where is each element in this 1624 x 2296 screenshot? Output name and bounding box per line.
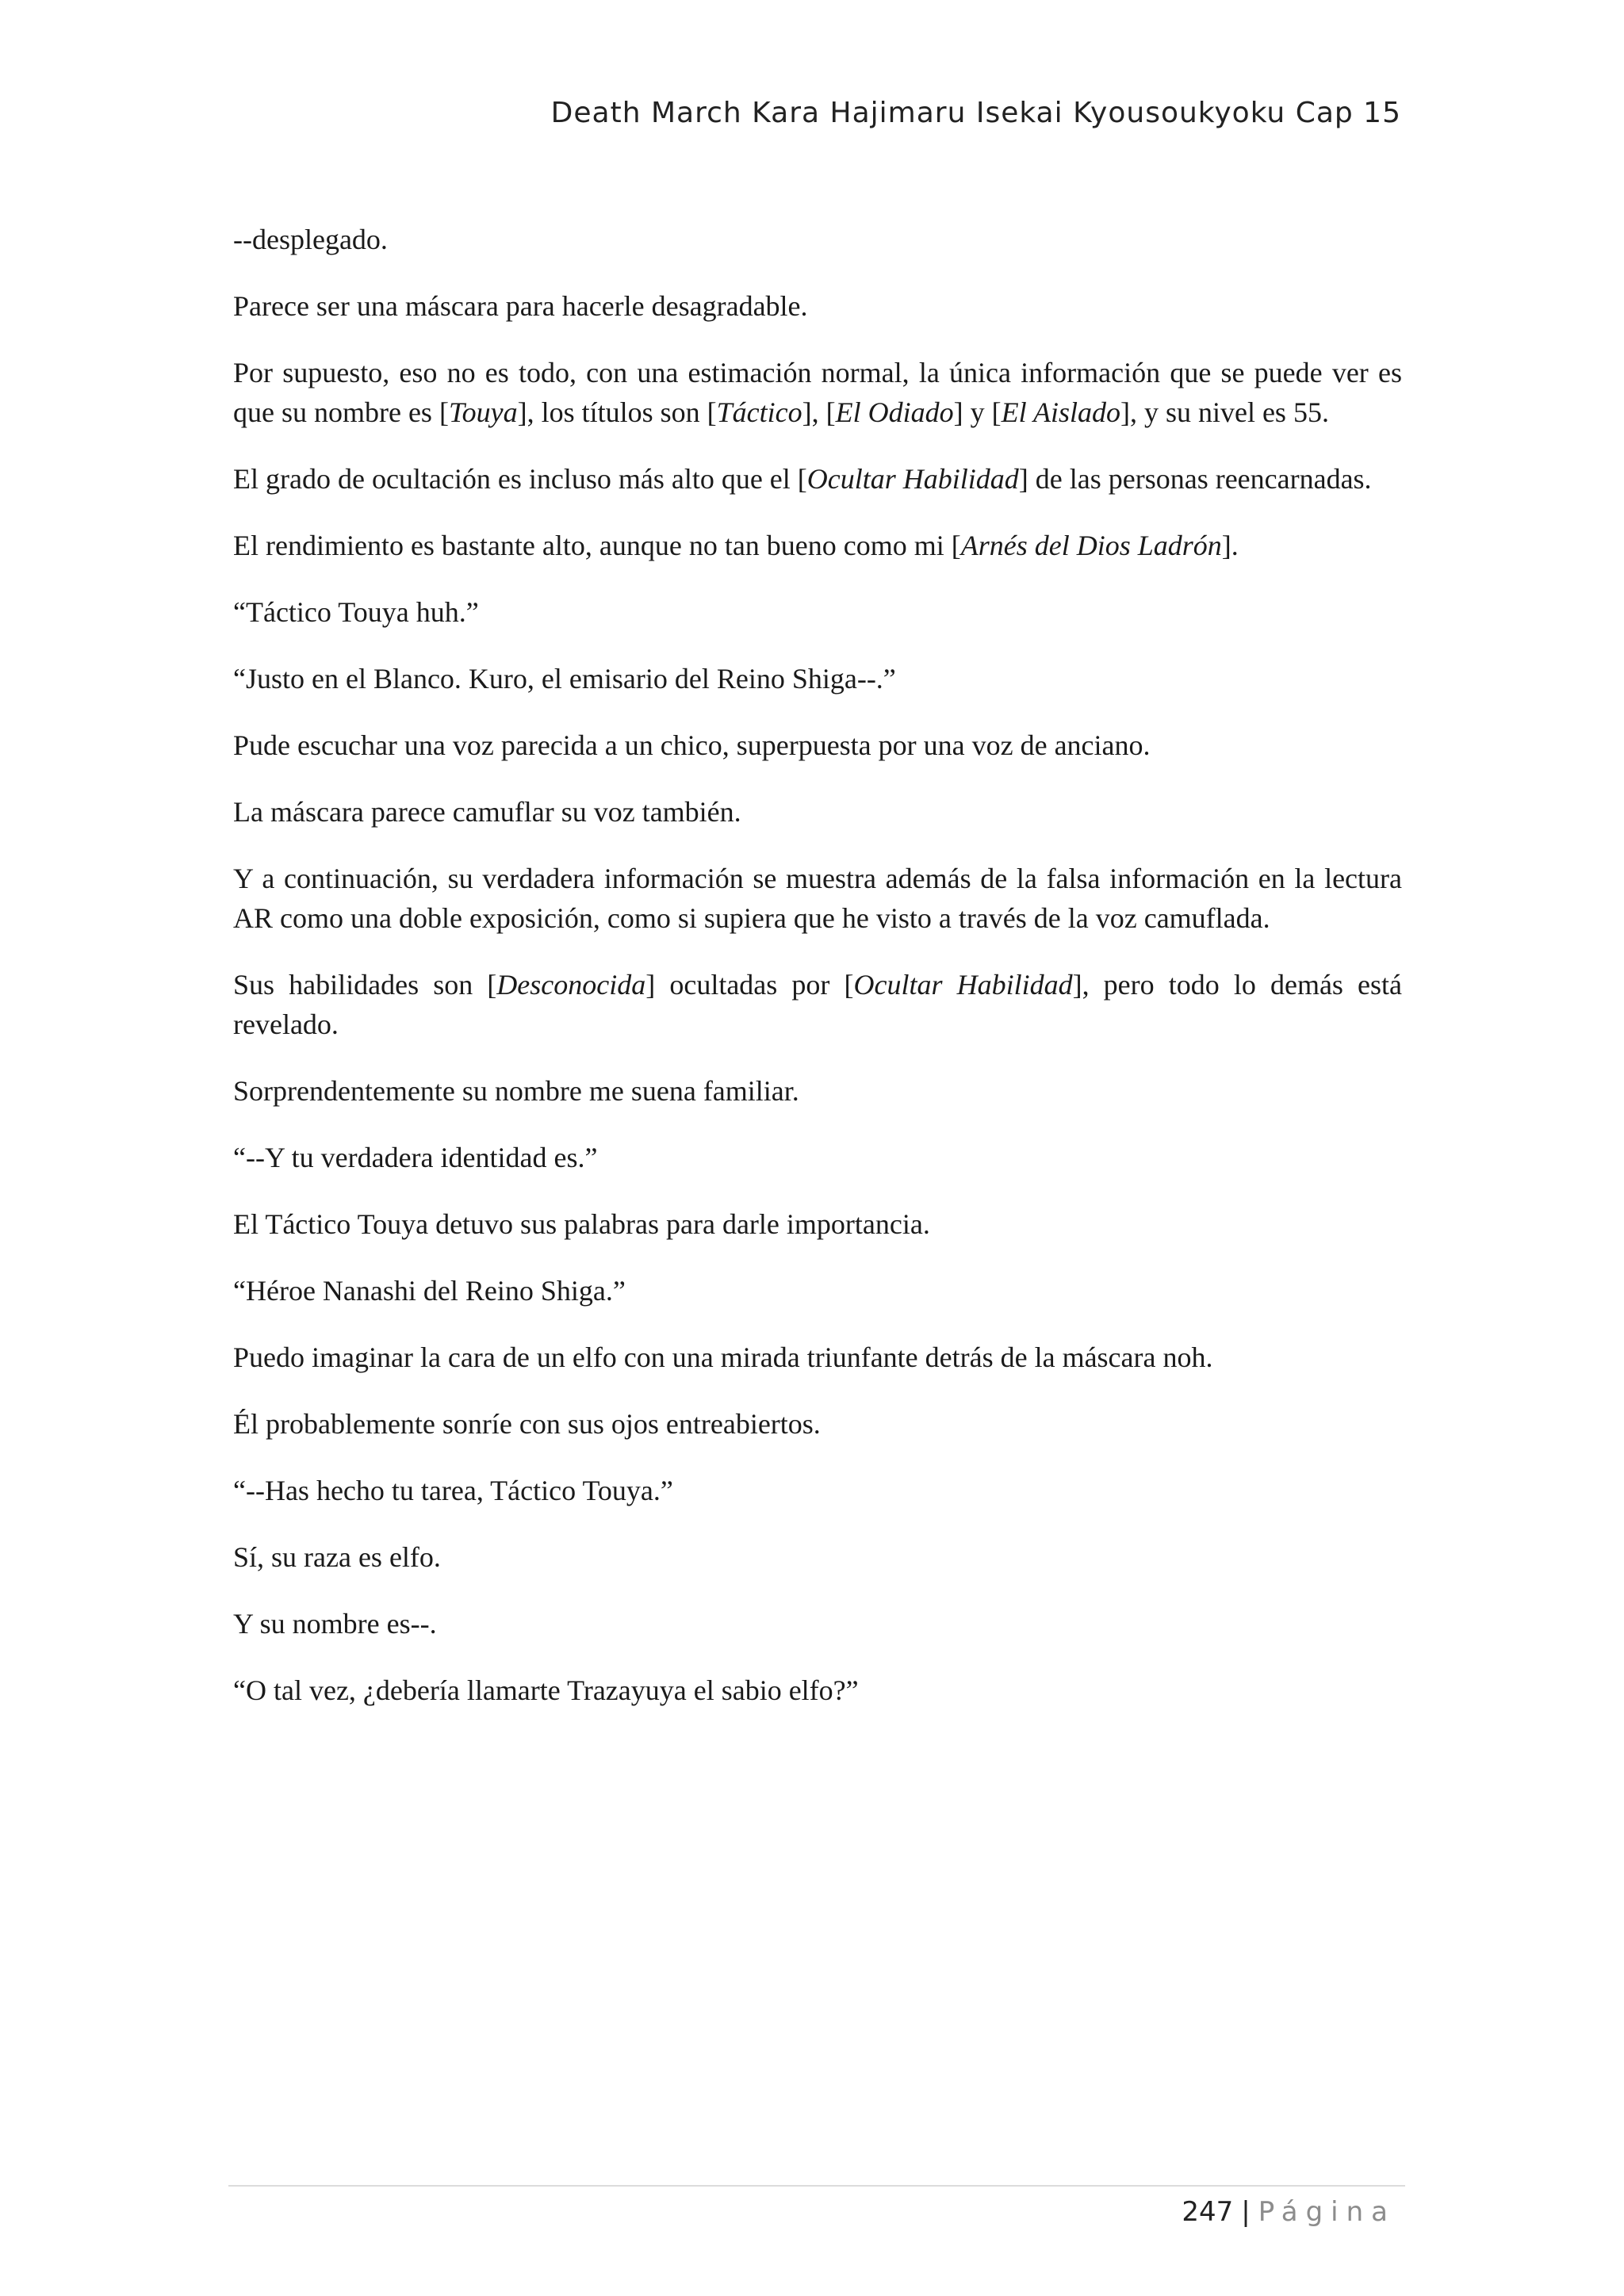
paragraph	[233, 220, 1402, 259]
paragraph	[233, 659, 1402, 698]
page-footer	[1182, 2196, 1396, 2228]
text-run: Él probablemente sonríe con sus ojos entreabiertos.	[233, 1408, 821, 1440]
paragraph	[233, 1337, 1402, 1377]
text-run: Parece ser una máscara para hacerle desagradable.	[233, 290, 808, 322]
text-run: El rendimiento es bastante alto, aunque no tan bueno como mi [	[233, 530, 961, 561]
text-run: ] de las personas reencarnadas.	[1018, 463, 1372, 495]
text-run: “--Y tu verdadera identidad es.”	[233, 1142, 598, 1173]
paragraph	[233, 1537, 1402, 1577]
paragraph	[233, 353, 1402, 432]
text-run: “Héroe Nanashi del Reino Shiga.”	[233, 1275, 626, 1307]
text-run: El grado de ocultación es incluso más alto que el [	[233, 463, 807, 495]
paragraph	[233, 1138, 1402, 1177]
page-label: Página	[1258, 2196, 1396, 2228]
paragraph	[233, 965, 1402, 1044]
text-run: ], pero todo lo demás está revelado.	[233, 969, 1403, 1040]
paragraph	[233, 286, 1402, 326]
text-run: ], [	[802, 396, 836, 428]
italic-term: Ocultar Habilidad	[853, 969, 1073, 1001]
page-number: 247	[1182, 2196, 1234, 2228]
paragraph	[233, 1670, 1402, 1710]
text-run: Y a continuación, su verdadera información se muestra además de la falsa información en la lectura AR como una doble exposición, como si supiera que he visto a través de la voz camuflada.	[233, 863, 1402, 934]
italic-term: Ocultar Habilidad	[806, 463, 1019, 495]
paragraph	[233, 1271, 1402, 1311]
text-run: ], los títulos son [	[517, 396, 717, 428]
text-run: ] y [	[953, 396, 1002, 428]
footer-rule	[228, 2185, 1405, 2187]
text-run: La máscara parece camuflar su voz también.	[233, 796, 741, 828]
text-run: Y su nombre es--.	[233, 1608, 437, 1640]
text-run: ] ocultadas por [	[645, 969, 854, 1001]
page-separator: |	[1241, 2196, 1251, 2228]
text-run: Por supuesto, eso no es todo, con una estimación normal, la única información que se puede ver es que su nombre es [	[233, 357, 1402, 428]
running-header: Death March Kara Hajimaru Isekai Kyousoukyoku Cap 15	[550, 97, 1401, 129]
paragraph	[233, 1071, 1402, 1111]
text-run: “O tal vez, ¿debería llamarte Trazayuya el sabio elfo?”	[233, 1674, 859, 1706]
italic-term: El Odiado	[835, 396, 954, 428]
paragraph	[233, 1604, 1402, 1644]
text-run: Puedo imaginar la cara de un elfo con una mirada triunfante detrás de la máscara noh.	[233, 1341, 1213, 1373]
text-run: Sorprendentemente su nombre me suena familiar.	[233, 1075, 799, 1107]
document-body	[233, 220, 1402, 1737]
text-run: Pude escuchar una voz parecida a un chico, superpuesta por una voz de anciano.	[233, 729, 1151, 761]
italic-term: Touya	[448, 396, 518, 428]
paragraph	[233, 859, 1402, 938]
paragraph	[233, 1471, 1402, 1510]
paragraph	[233, 526, 1402, 565]
text-run: --desplegado.	[233, 224, 388, 255]
paragraph	[233, 1204, 1402, 1244]
italic-term: El Aislado	[1001, 396, 1120, 428]
text-run: “Justo en el Blanco. Kuro, el emisario del Reino Shiga--.”	[233, 663, 896, 695]
italic-term: Desconocida	[496, 969, 646, 1001]
paragraph	[233, 459, 1402, 499]
text-run: “--Has hecho tu tarea, Táctico Touya.”	[233, 1475, 673, 1506]
text-run: ].	[1221, 530, 1239, 561]
italic-term: Táctico	[716, 396, 802, 428]
text-run: Sí, su raza es elfo.	[233, 1541, 441, 1573]
paragraph	[233, 792, 1402, 832]
paragraph	[233, 1404, 1402, 1444]
text-run: Sus habilidades son [	[233, 969, 497, 1001]
paragraph	[233, 592, 1402, 632]
text-run: ], y su nivel es 55.	[1120, 396, 1329, 428]
italic-term: Arnés del Dios Ladrón	[960, 530, 1222, 561]
text-run: “Táctico Touya huh.”	[233, 596, 479, 628]
paragraph	[233, 725, 1402, 765]
text-run: El Táctico Touya detuvo sus palabras para darle importancia.	[233, 1208, 930, 1240]
